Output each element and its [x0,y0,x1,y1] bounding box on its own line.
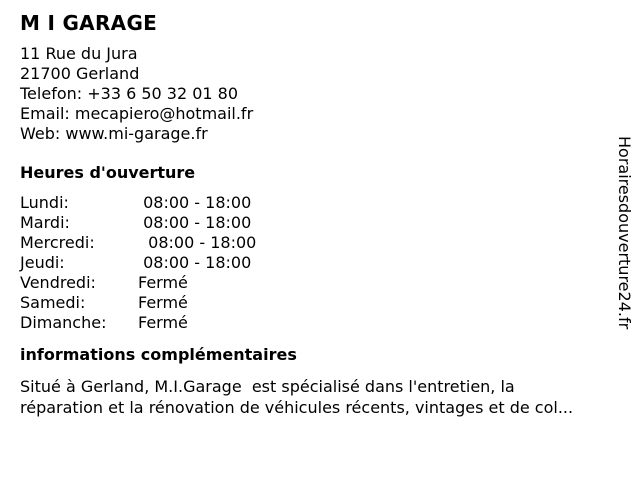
hours-time: Fermé [138,273,188,292]
hours-day: Vendredi: [20,273,96,292]
street-address: 11 Rue du Jura [20,44,138,63]
additional-info-heading: informations complémentaires [20,345,297,364]
hours-row [20,233,256,253]
hours-row [20,273,256,293]
description-text [20,376,600,418]
address-block [20,44,600,144]
hours-day: Lundi: [20,193,69,212]
opening-hours-table [20,193,256,333]
hours-row [20,253,256,273]
opening-hours-heading: Heures d'ouverture [20,163,196,182]
hours-row [20,313,256,333]
hours-day: Mardi: [20,213,70,232]
hours-time: Fermé [138,293,188,312]
hours-day: Samedi: [20,293,86,312]
hours-day: Dimanche: [20,313,107,332]
website-address: Web: www.mi-garage.fr [20,124,208,143]
hours-time: Fermé [138,313,188,332]
email-address: Email: mecapiero@hotmail.fr [20,104,254,123]
hours-row [20,293,256,313]
hours-day: Mercredi: [20,233,95,252]
hours-time: 08:00 - 18:00 [138,193,252,212]
site-watermark: Horairesdouverture24.fr [615,136,634,330]
hours-day: Jeudi: [20,253,65,272]
phone-number: Telefon: +33 6 50 32 01 80 [20,84,239,103]
hours-row [20,213,256,233]
description-line: Situé à Gerland, M.I.Garage est spécialisé dans l'entretien, la [20,377,515,396]
city-postcode: 21700 Gerland [20,64,140,83]
hours-row [20,193,256,213]
business-card [20,10,600,418]
hours-time: 08:00 - 18:00 [138,233,257,252]
hours-time: 08:00 - 18:00 [138,253,252,272]
hours-time: 08:00 - 18:00 [138,213,252,232]
business-name: M I GARAGE [20,11,158,35]
description-line: réparation et la rénovation de véhicules récents, vintages et de col... [20,398,574,417]
